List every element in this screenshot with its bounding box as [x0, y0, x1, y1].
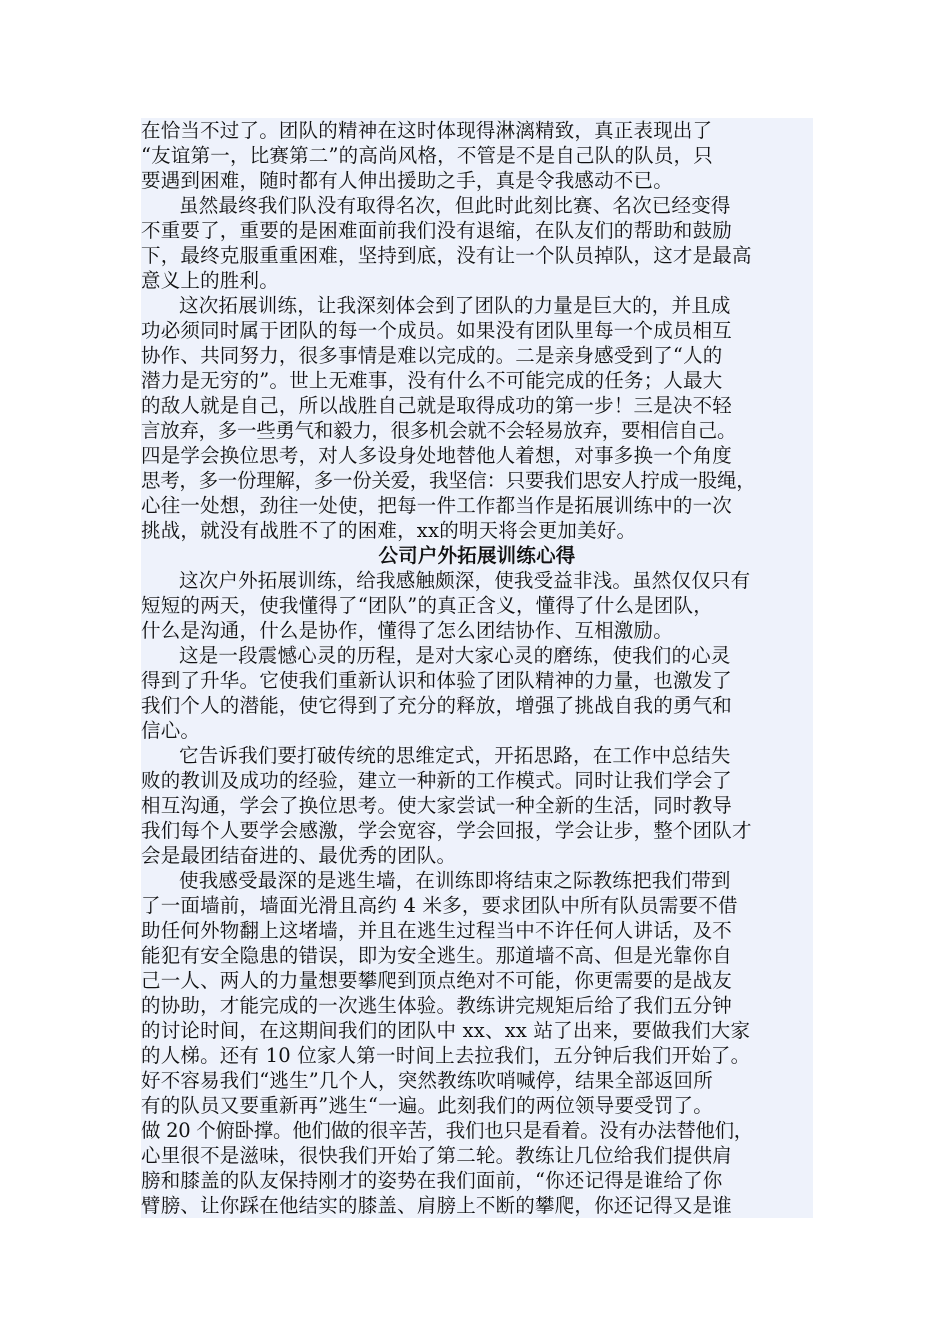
text-line: 言放弃，多一些勇气和毅力，很多机会就不会轻易放弃，要相信自己。 — [141, 418, 813, 443]
paragraph-start-line: 这次拓展训练，让我深刻体会到了团队的力量是巨大的，并且成 — [141, 293, 813, 318]
text-line: 了一面墙前，墙面光滑且高约 4 米多，要求团队中所有队员需要不借 — [141, 893, 813, 918]
text-line: 意义上的胜利。 — [141, 268, 813, 293]
text-line: 相互沟通，学会了换位思考。使大家尝试一种全新的生活，同时教导 — [141, 793, 813, 818]
text-line: 短短的两天，使我懂得了“团队”的真正含义，懂得了什么是团队， — [141, 593, 813, 618]
text-line: 臂膀、让你踩在他结实的膝盖、肩膀上不断的攀爬，你还记得又是谁 — [141, 1193, 813, 1218]
text-line: 下，最终克服重重困难，坚持到底，没有让一个队员掉队，这才是最高 — [141, 243, 813, 268]
text-line: 能犯有安全隐患的错误，即为安全逃生。那道墙不高、但是光靠你自 — [141, 943, 813, 968]
paragraph-start-line: 这是一段震憾心灵的历程，是对大家心灵的磨练，使我们的心灵 — [141, 643, 813, 668]
text-line: 潜力是无穷的”。世上无难事，没有什么不可能完成的任务；人最大 — [141, 368, 813, 393]
text-line: 要遇到困难，随时都有人伸出援助之手，真是令我感动不已。 — [141, 168, 813, 193]
text-line: 做 20 个俯卧撑。他们做的很辛苦，我们也只是看着。没有办法替他们， — [141, 1118, 813, 1143]
section-title: 公司户外拓展训练心得 — [141, 543, 813, 568]
text-line: 什么是沟通，什么是协作，懂得了怎么团结协作、互相激励。 — [141, 618, 813, 643]
paragraph-start-line: 这次户外拓展训练，给我感触颇深，使我受益非浅。虽然仅仅只有 — [141, 568, 813, 593]
text-line: 的人梯。还有 10 位家人第一时间上去拉我们，五分钟后我们开始了。 — [141, 1043, 813, 1068]
document-body — [141, 118, 813, 1218]
text-line: 败的教训及成功的经验，建立一种新的工作模式。同时让我们学会了 — [141, 768, 813, 793]
text-line: “友谊第一，比赛第二”的高尚风格，不管是不是自己队的队员，只 — [141, 143, 813, 168]
paragraph-start-line: 它告诉我们要打破传统的思维定式，开拓思路，在工作中总结失 — [141, 743, 813, 768]
text-line: 协作、共同努力，很多事情是难以完成的。二是亲身感受到了“人的 — [141, 343, 813, 368]
text-line: 好不容易我们“逃生”几个人，突然教练吹哨喊停，结果全部返回所 — [141, 1068, 813, 1093]
paragraph-start-line: 使我感受最深的是逃生墙，在训练即将结束之际教练把我们带到 — [141, 868, 813, 893]
text-line: 助任何外物翻上这堵墙，并且在逃生过程当中不许任何人讲话，及不 — [141, 918, 813, 943]
text-line: 不重要了，重要的是困难面前我们没有退缩，在队友们的帮助和鼓励 — [141, 218, 813, 243]
text-line: 信心。 — [141, 718, 813, 743]
text-line: 四是学会换位思考，对人多设身处地替他人着想，对事多换一个角度 — [141, 443, 813, 468]
text-line: 己一人、两人的力量想要攀爬到顶点绝对不可能，你更需要的是战友 — [141, 968, 813, 993]
text-line: 功必须同时属于团队的每一个成员。如果没有团队里每一个成员相互 — [141, 318, 813, 343]
text-line: 我们个人的潜能，使它得到了充分的释放，增强了挑战自我的勇气和 — [141, 693, 813, 718]
text-line: 心往一处想，劲往一处使，把每一件工作都当作是拓展训练中的一次 — [141, 493, 813, 518]
paragraph-start-line: 虽然最终我们队没有取得名次，但此时此刻比赛、名次已经变得 — [141, 193, 813, 218]
text-line: 我们每个人要学会感激，学会宽容，学会回报，学会让步，整个团队才 — [141, 818, 813, 843]
text-line: 挑战，就没有战胜不了的困难，xx的明天将会更加美好。 — [141, 518, 813, 543]
text-line: 有的队员又要重新再”逃生“一遍。此刻我们的两位领导要受罚了。 — [141, 1093, 813, 1118]
text-line: 的讨论时间，在这期间我们的团队中 xx、xx 站了出来，要做我们大家 — [141, 1018, 813, 1043]
text-line: 膀和膝盖的队友保持刚才的姿势在我们面前，“你还记得是谁给了你 — [141, 1168, 813, 1193]
text-line: 心里很不是滋味，很快我们开始了第二轮。教练让几位给我们提供肩 — [141, 1143, 813, 1168]
text-line: 的敌人就是自己，所以战胜自己就是取得成功的第一步！三是决不轻 — [141, 393, 813, 418]
text-line: 在恰当不过了。团队的精神在这时体现得淋漓精致，真正表现出了 — [141, 118, 813, 143]
text-line: 得到了升华。它使我们重新认识和体验了团队精神的力量，也激发了 — [141, 668, 813, 693]
text-line: 思考，多一份理解，多一份关爱，我坚信：只要我们思安人拧成一股绳， — [141, 468, 813, 493]
text-line: 会是最团结奋进的、最优秀的团队。 — [141, 843, 813, 868]
text-line: 的协助，才能完成的一次逃生体验。教练讲完规矩后给了我们五分钟 — [141, 993, 813, 1018]
